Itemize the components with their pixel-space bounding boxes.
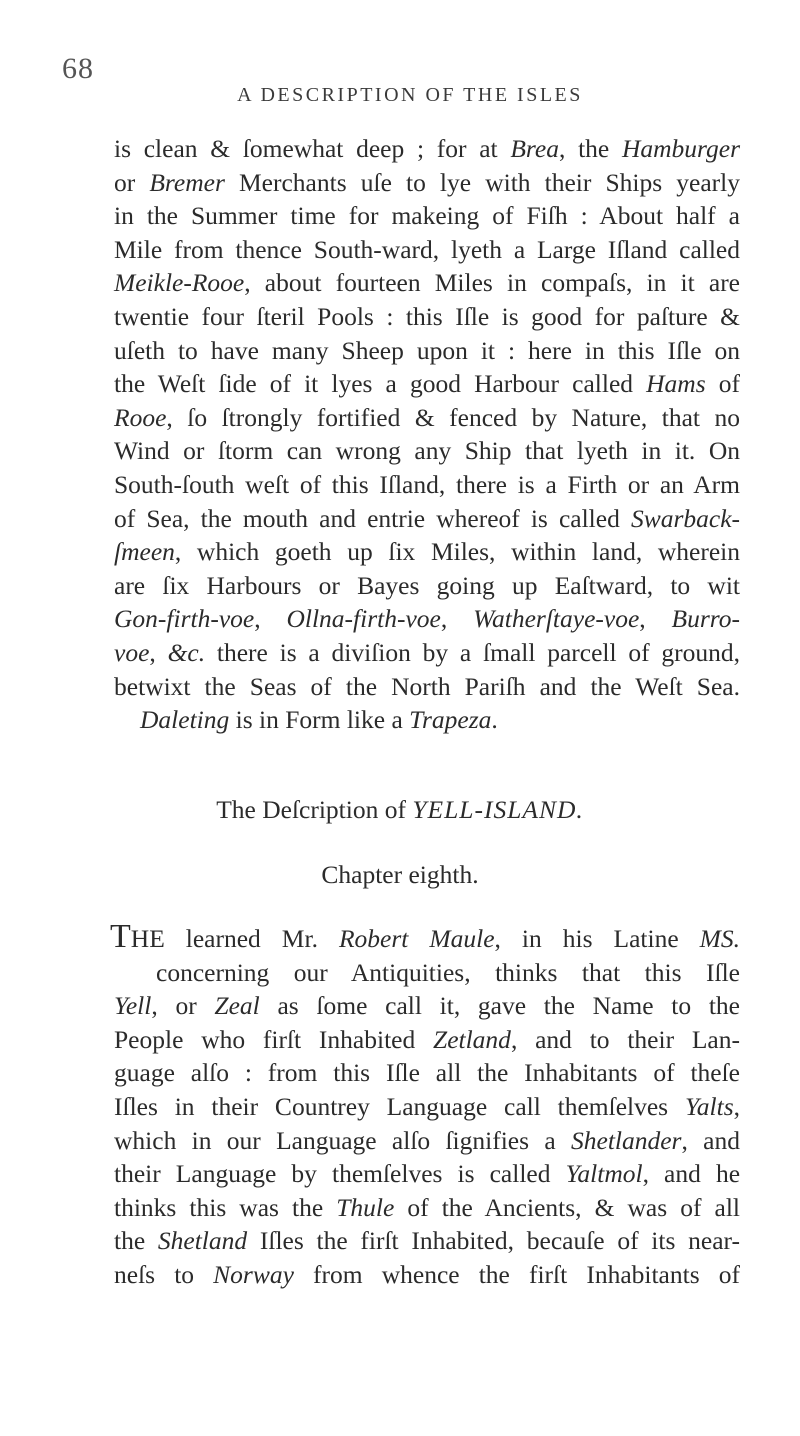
- place-name: Daleting: [140, 705, 230, 735]
- page-number: 68: [62, 52, 94, 85]
- text-line: Rooe, ſo ſtrongly fortified & fenced by Nature, that no: [114, 402, 740, 432]
- paragraph-meikle-rooe: [114, 132, 740, 737]
- paragraph-yell-island: [110, 918, 741, 1292]
- text-line: voe, &c. there is a diviſion by a ſmall parcell of ground,: [114, 637, 741, 667]
- text-line: betwixt the Seas of the North Pariſh and the Weſt Sea.: [114, 671, 740, 701]
- drop-cap: T: [110, 918, 131, 955]
- text-line: Gon-firth-voe, Ollna-firth-voe, Watherſtaye-voe, Burro-: [114, 604, 741, 634]
- text-fragment: HE learned Mr. Robert Maule, in his Latine MS.: [130, 924, 741, 953]
- text-fragment: is in Form like a: [229, 705, 410, 735]
- text-line: concerning our Antiquities, thinks that this Iſle: [156, 957, 740, 987]
- term-italic: Trapeza: [409, 705, 492, 735]
- text-line: the Weſt ſide of it lyes a good Harbour called Hams of: [114, 369, 741, 399]
- text-line: of Sea, the mouth and entrie whereof is called Swarback-: [114, 503, 740, 533]
- text-line: Mile from thence South-ward, lyeth a Large Iſland called: [114, 234, 740, 264]
- text-line: are ſix Harbours or Bayes going up Eaſtward, to wit: [114, 570, 740, 600]
- text-line: ſmeen, which goeth up ſix Miles, within land, wherein: [114, 537, 740, 567]
- section-title-island: YELL-ISLAND.: [412, 795, 584, 824]
- chapter-heading: Chapter eighth.: [321, 860, 479, 889]
- text-line: People who firſt Inhabited Zetland, and to their Lan-: [114, 1024, 740, 1054]
- text-line: South-ſouth weſt of this Iſland, there is a Firth or an Arm: [114, 469, 740, 499]
- text-line: or Bremer Merchants uſe to lye with their Ships yearly: [114, 167, 740, 197]
- section-title: [0, 795, 800, 825]
- text-line: Wind or ſtorm can wrong any Ship that lyeth in it. On: [114, 436, 740, 466]
- text-line: Iſles in their Countrey Language call themſelves Yalts,: [114, 1091, 740, 1121]
- text-line: which in our Language alſo ſignifies a Shetlander, and: [114, 1125, 740, 1155]
- text-line: twentie four ſteril Pools : this Iſle is good for paſture &: [114, 301, 740, 331]
- text-line: uſeth to have many Sheep upon it : here in this Iſle on: [114, 335, 740, 365]
- text-line: neſs to Norway from whence the firſt Inhabitants of: [114, 1259, 740, 1289]
- text-line-daleting: [114, 703, 740, 737]
- running-title: A DESCRIPTION OF THE ISLES: [237, 84, 583, 106]
- text-line-first: [110, 920, 740, 956]
- text-line: thinks this was the Thule of the Ancients, & was of all: [114, 1192, 740, 1222]
- text-line: Yell, or Zeal as ſome call it, gave the Name to the: [114, 991, 740, 1021]
- section-title-prefix: The Deſcription of: [216, 795, 413, 824]
- text-line: guage alſo : from this Iſle all the Inhabitants of theſe: [114, 1058, 740, 1088]
- text-line: Meikle-Rooe, about fourteen Miles in compaſs, in it are: [114, 268, 740, 298]
- text-line: the Shetland Iſles the firſt Inhabited, becauſe of its near-: [114, 1226, 740, 1256]
- text-fragment: .: [491, 705, 498, 735]
- text-line: in the Summer time for makeing of Fiſh : About half a: [114, 201, 740, 231]
- text-line: their Language by themſelves is called Yaltmol, and he: [114, 1159, 741, 1189]
- text-line: is clean & ſomewhat deep ; for at Brea, the Hamburger: [114, 134, 741, 163]
